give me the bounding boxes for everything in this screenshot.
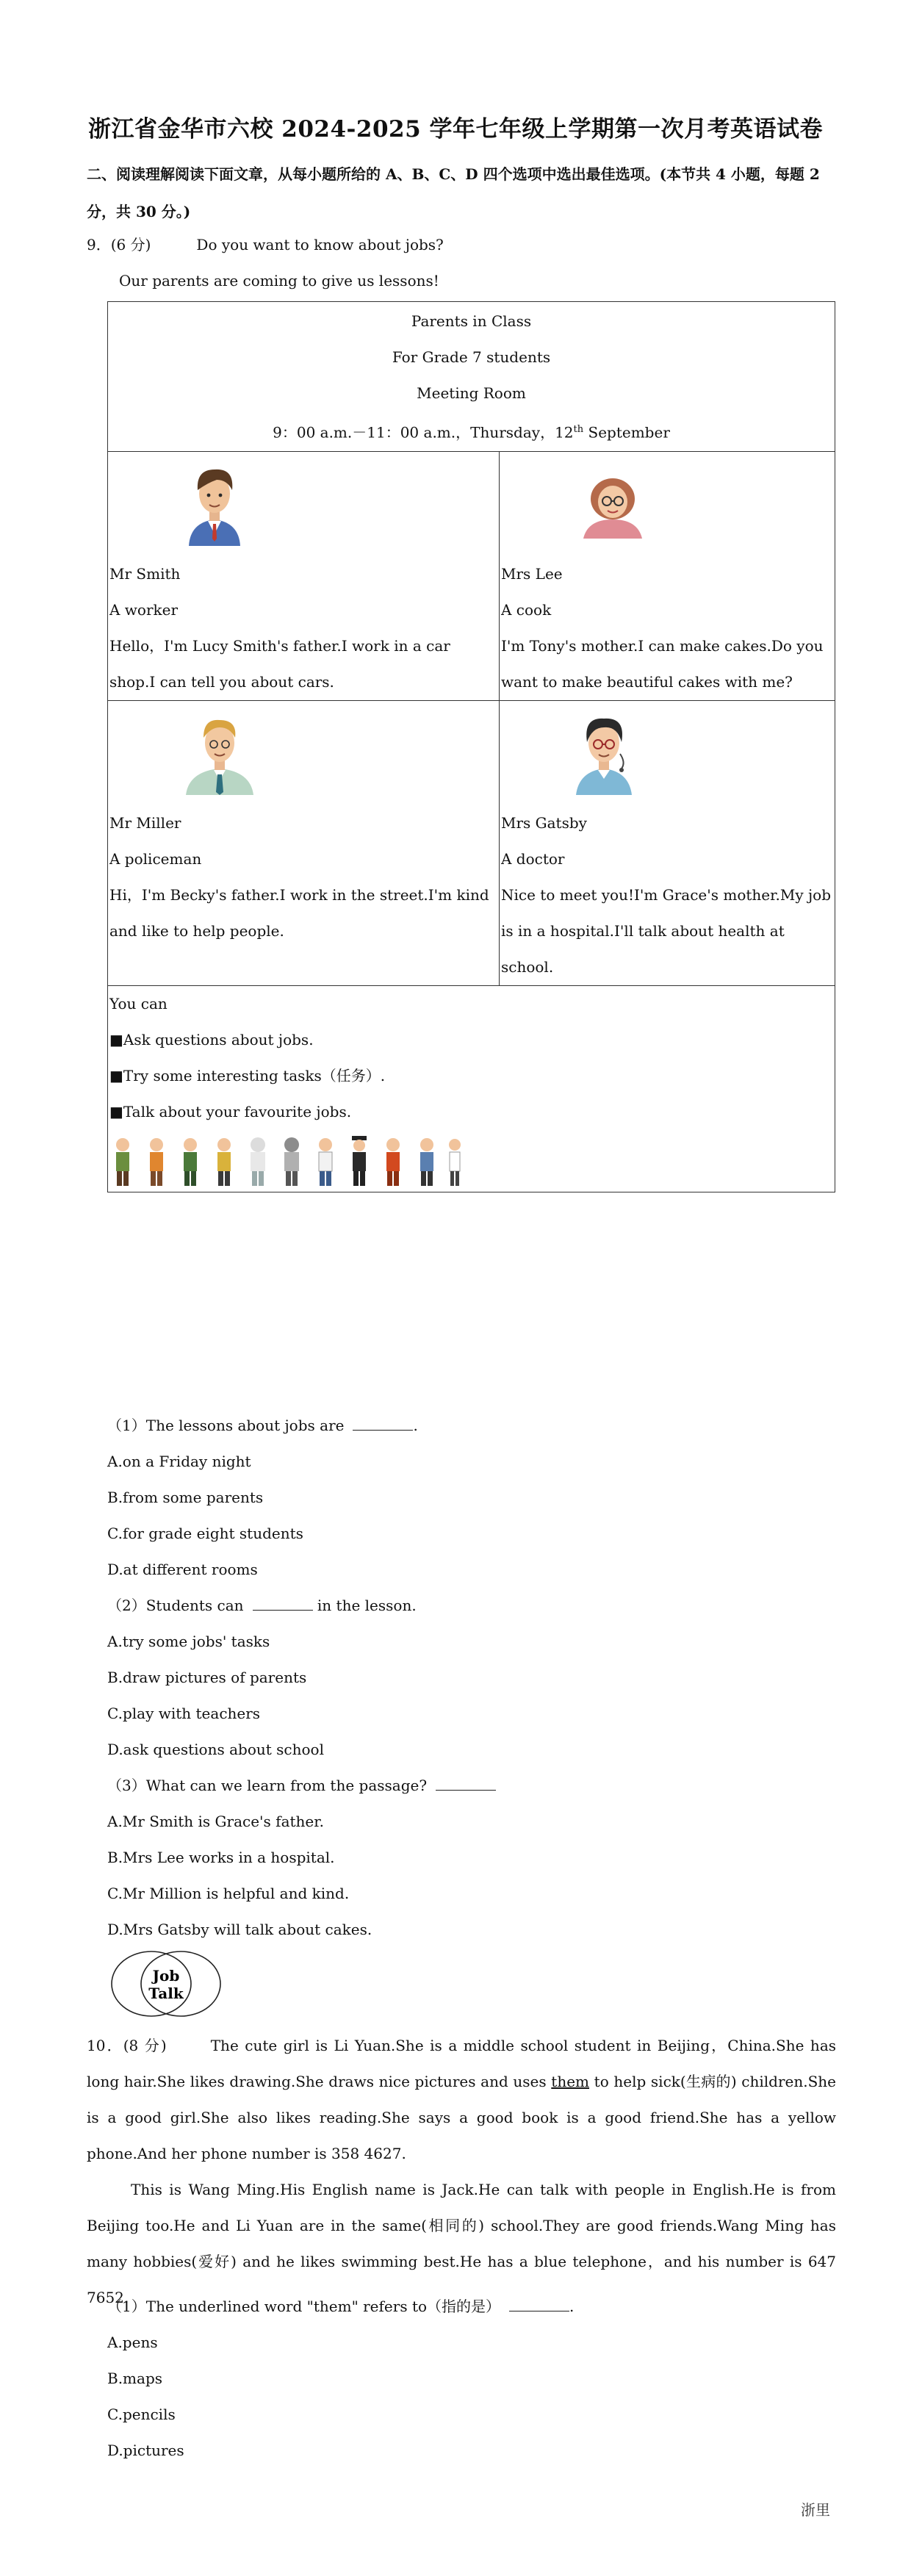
option: D.Mrs Gatsby will talk about cakes. <box>107 1921 372 1938</box>
answer-blank[interactable] <box>253 1597 313 1611</box>
underlined-word: them <box>551 2073 590 2090</box>
option: B.from some parents <box>107 1489 264 1506</box>
parent-job: A policeman <box>109 849 202 868</box>
question-9-header <box>87 235 444 254</box>
option: A.on a Friday night <box>107 1453 251 1470</box>
parent-text: Hello，I'm Lucy Smith's father.I work in a car shop.I can tell you about cars. <box>109 636 450 691</box>
notice-title: Parents in Class <box>411 312 532 330</box>
notice-place: Meeting Room <box>417 384 526 402</box>
option: B.maps <box>107 2370 163 2387</box>
question-number: 9．(6 分) <box>87 236 151 253</box>
parent-job: A cook <box>501 600 552 619</box>
parent-card-mr-miller <box>108 700 500 985</box>
occupation-figures-illustration <box>109 1136 462 1187</box>
doctor-avatar-icon <box>570 710 638 795</box>
man-avatar-icon <box>181 461 248 546</box>
page-title: 浙江省金华市六校 2024-2025 学年七年级上学期第一次月考英语试卷 <box>87 116 823 143</box>
parent-card-mrs-gatsby <box>500 700 835 985</box>
venn-label-job: Job <box>152 1967 180 1985</box>
answer-blank[interactable] <box>353 1417 413 1431</box>
question-9-1: （1）The lessons about jobs are . <box>107 1417 418 1434</box>
job-talk-venn-diagram <box>109 1947 223 2021</box>
option: A.Mr Smith is Grace's father. <box>107 1813 324 1830</box>
page-footer: 浙里 <box>801 2501 830 2519</box>
option: C.Mr Million is helpful and kind. <box>107 1885 350 1902</box>
option: D.at different rooms <box>107 1561 258 1578</box>
option: A.try some jobs' tasks <box>107 1633 270 1650</box>
parent-card-mrs-lee <box>500 451 835 700</box>
parent-text: Hi，I'm Becky's father.I work in the street.I'm kind and like to help people. <box>109 885 489 940</box>
question-9-3: （3）What can we learn from the passage? <box>107 1776 496 1795</box>
question-10-passage-2: This is Wang Ming.His English name is Jack.He can talk with people in English.He is from Beijing too.He and Li Yuan are in the same(相同的) school.They are good friends.Wang Ming has many hobbies(爱好) and he likes swimming best.He has a blue telephone，and his number is 647 7652. <box>87 2181 836 2306</box>
parent-card-mr-smith <box>108 451 500 700</box>
question-number: 10．(8 分) <box>87 2037 167 2054</box>
parent-name: Mr Miller <box>109 813 181 832</box>
answer-blank[interactable] <box>436 1777 496 1791</box>
parent-job: A doctor <box>501 849 565 868</box>
activity-item: ■Ask questions about jobs. <box>109 1030 314 1048</box>
man-with-tie-avatar-icon <box>181 710 258 795</box>
option: B.draw pictures of parents <box>107 1669 307 1686</box>
option: C.pencils <box>107 2406 176 2423</box>
notice-audience: For Grade 7 students <box>392 348 551 366</box>
option: D.ask questions about school <box>107 1741 324 1758</box>
venn-label-talk: Talk <box>148 1985 184 2002</box>
activities-heading: You can <box>109 994 168 1012</box>
parent-text: Nice to meet you!I'm Grace's mother.My job is in a hospital.I'll talk about health at school. <box>501 885 832 976</box>
notice-header <box>108 302 835 452</box>
option: B.Mrs Lee works in a hospital. <box>107 1849 335 1866</box>
activity-item: ■Try some interesting tasks（任务）. <box>109 1066 386 1084</box>
question-lead: Do you want to know about jobs? <box>196 236 444 253</box>
passage-intro: Our parents are coming to give us lessons! <box>119 272 439 289</box>
question-9-2: （2）Students can in the lesson. <box>107 1597 417 1614</box>
parent-job: A worker <box>109 600 179 619</box>
option: A.pens <box>107 2334 158 2351</box>
question-10-1: （1）The underlined word "them" refers to（指的是） . <box>107 2298 575 2315</box>
answer-blank[interactable] <box>509 2298 569 2311</box>
section-heading: 二、阅读理解阅读下面文章，从每小题所给的 A、B、C、D 四个选项中选出最佳选项。(本节共 4 小题，每题 2 分，共 30 分。) <box>87 165 820 220</box>
parent-name: Mrs Lee <box>501 564 563 583</box>
woman-avatar-icon <box>577 461 648 542</box>
parent-text: I'm Tony's mother.I can make cakes.Do you want to make beautiful cakes with me? <box>501 636 824 691</box>
notice-time: 9：00 a.m.－11：00 a.m.，Thursday，12th September <box>273 423 670 442</box>
option: C.for grade eight students <box>107 1525 303 1542</box>
question-10-passage-1: 10．(8 分) The cute girl is Li Yuan.She is a middle school student in Beijing，China.She has long hair.She likes drawing.She draws nice pictures and uses them to help sick(生病的) children.She is a good girl.She also likes reading.She says a good book is a good friend.She has a yellow phone.And her phone number is 358 4627. <box>87 2037 837 2162</box>
option: D.pictures <box>107 2442 184 2459</box>
option: C.play with teachers <box>107 1705 261 1722</box>
notice-table <box>107 301 835 1192</box>
parent-name: Mrs Gatsby <box>501 813 587 832</box>
activities-cell <box>108 985 835 1192</box>
parent-name: Mr Smith <box>109 564 181 583</box>
activity-item: ■Talk about your favourite jobs. <box>109 1102 352 1120</box>
